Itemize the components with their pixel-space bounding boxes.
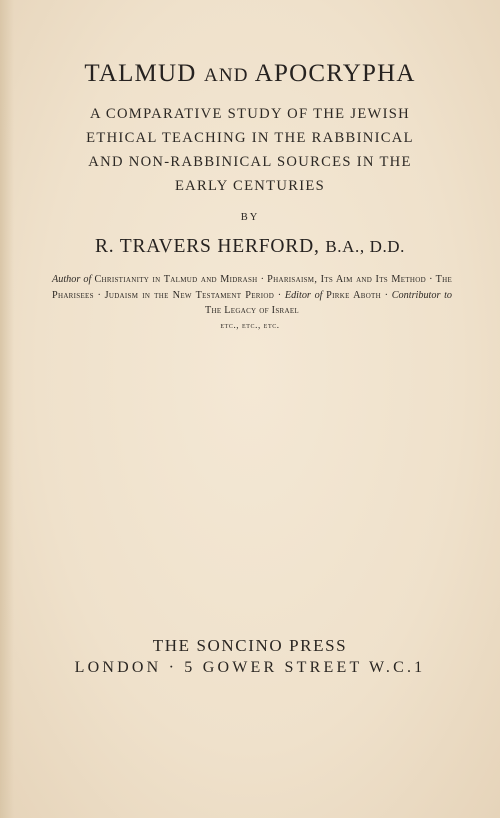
credit-etc: [0, 320, 500, 330]
subtitle-line-2: ETHICAL TEACHING IN THE RABBINICAL: [86, 130, 414, 146]
author-name: R. TRAVERS HERFORD,: [94, 236, 320, 257]
title-word-apocrypha: APOCRYPHA: [254, 60, 416, 87]
subtitle-line-1: A COMPARATIVE STUDY OF THE JEWISH: [89, 106, 411, 122]
subtitle-line-4: EARLY CENTURIES: [174, 178, 326, 194]
credit-separator: ·: [429, 274, 433, 285]
credit-work-4: Judaism in the New Testament Period: [104, 289, 275, 301]
credit-contributor-to: Contributor to: [391, 289, 453, 301]
credit-author-of: Author of: [52, 274, 92, 285]
credit-editor-of: Editor of: [284, 289, 323, 301]
credit-work-3: The Pharisees: [52, 274, 453, 301]
author-degrees: B.A., D.D.: [325, 237, 406, 256]
title-word-talmud: TALMUD: [84, 60, 197, 87]
author-credits: [52, 272, 452, 319]
credit-separator: ·: [277, 289, 282, 301]
subtitle-line-3: AND NON-RABBINICAL SOURCES IN THE: [88, 154, 412, 170]
by-label: BY: [240, 212, 260, 223]
credit-separator: ·: [97, 289, 101, 301]
credit-separator: ·: [260, 274, 265, 285]
credit-separator: ·: [384, 289, 389, 301]
credit-work-6: The Legacy of Israel: [204, 305, 300, 317]
author-line: [0, 236, 500, 258]
publisher-address: LONDON · 5 GOWER STREET W.C.1: [74, 659, 426, 676]
credit-work-1: Christianity in Talmud and Midrash: [94, 274, 258, 285]
book-title: [0, 60, 500, 88]
credit-etc-text: etc., etc., etc.: [220, 320, 280, 330]
credit-work-2: Pharisaism, Its Aim and Its Method: [267, 274, 426, 285]
book-subtitle: [0, 102, 500, 198]
title-word-and: AND: [203, 65, 249, 86]
publisher-name: THE SONCINO PRESS: [152, 636, 348, 655]
credit-work-5: Pirke Aboth: [326, 289, 381, 301]
